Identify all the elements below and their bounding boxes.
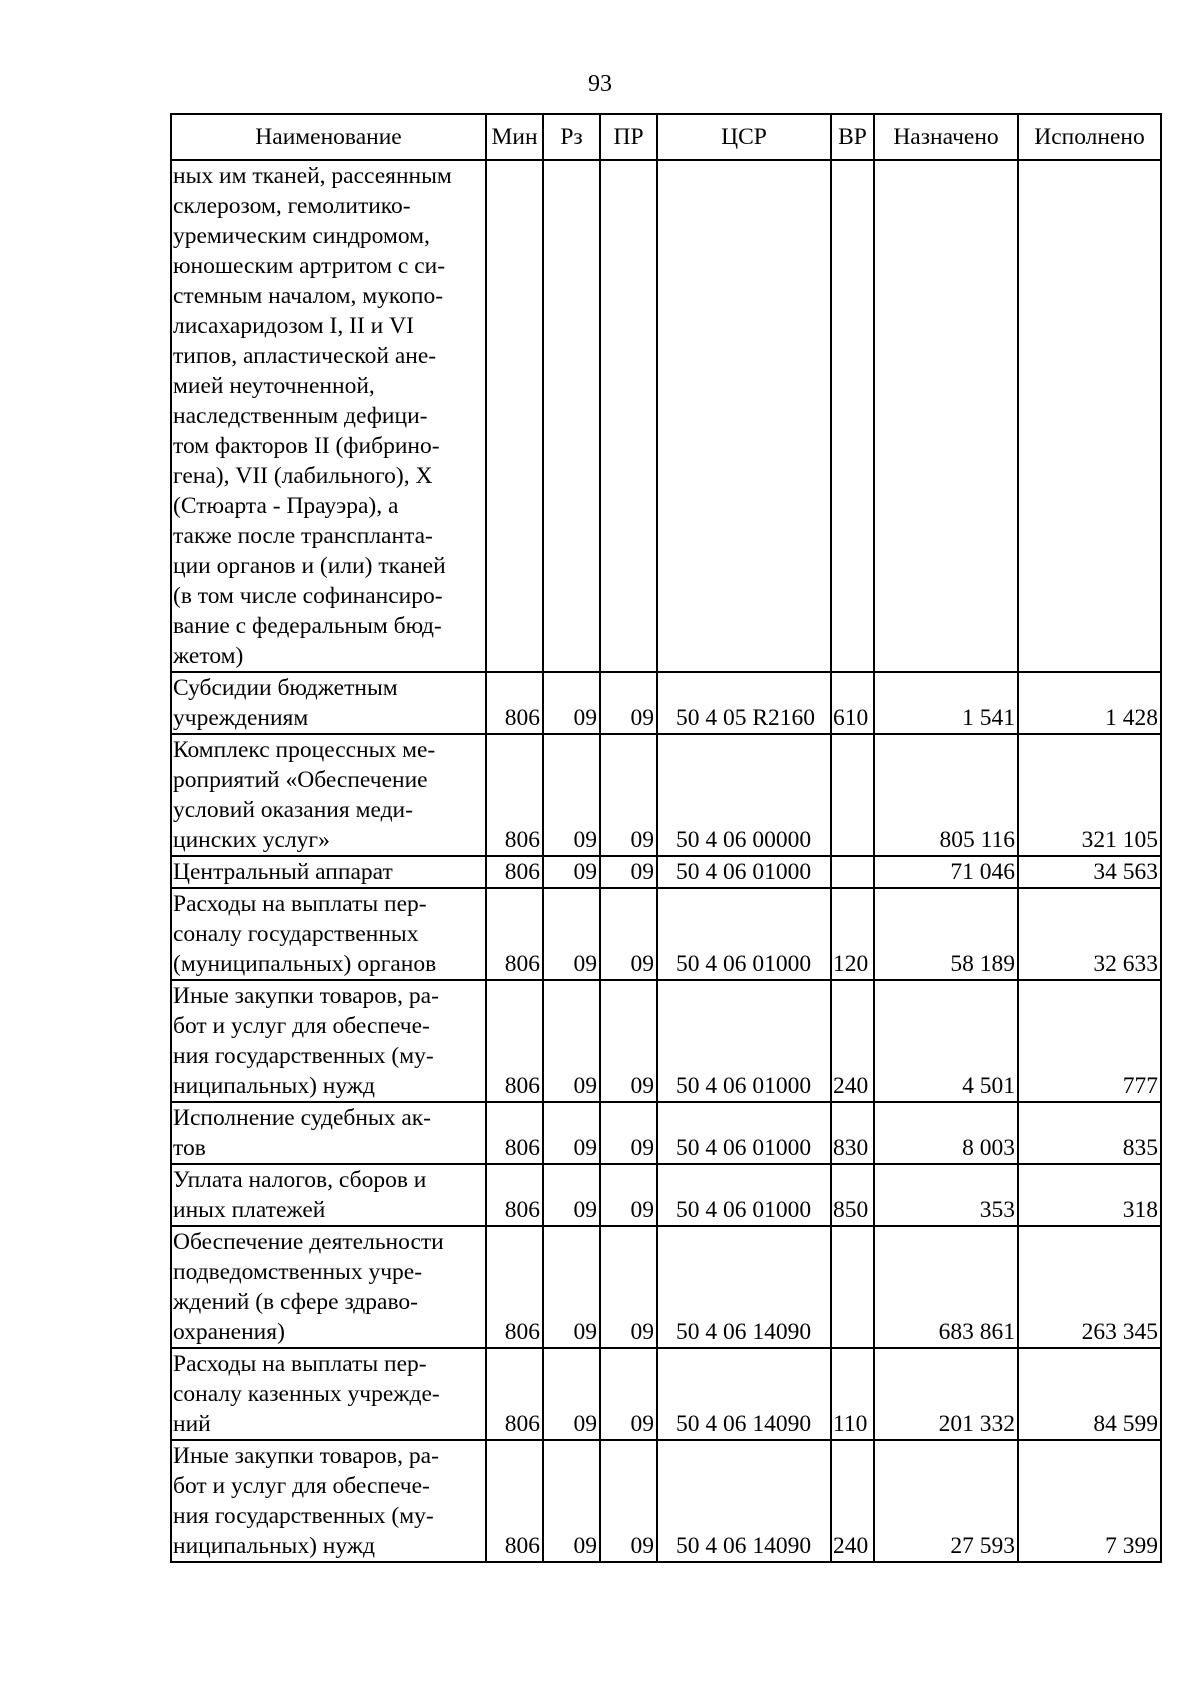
cell-executed: 835 — [1018, 1102, 1161, 1164]
cell-min: 806 — [486, 1102, 543, 1164]
name-line: бот и услуг для обеспече- — [173, 1473, 430, 1499]
name-line: (Стюарта - Прауэра), а — [173, 493, 399, 519]
name-line: тов — [173, 1135, 206, 1161]
cell-executed: 777 — [1018, 980, 1161, 1102]
cell-executed: 32 633 — [1018, 888, 1161, 980]
name-line: вание с федеральным бюд- — [173, 613, 442, 639]
cell-executed: 7 399 — [1018, 1440, 1161, 1562]
cell-csr: 50 4 06 01000 — [657, 888, 831, 980]
cell-vr: 240 — [831, 1440, 874, 1562]
name-line: ния государственных (му- — [173, 1043, 434, 1069]
cell-csr: 50 4 06 01000 — [657, 980, 831, 1102]
cell-vr — [831, 734, 874, 856]
table-header-row — [171, 114, 1161, 160]
cell-pr: 09 — [600, 1226, 657, 1348]
table-row — [171, 1164, 1161, 1226]
cell-pr: 09 — [600, 856, 657, 888]
name-line: Комплекс процессных ме- — [173, 737, 436, 763]
cell-pr — [600, 160, 657, 672]
cell-vr — [831, 1226, 874, 1348]
cell-min: 806 — [486, 1348, 543, 1440]
table-row — [171, 160, 1161, 672]
cell-rz: 09 — [543, 1102, 600, 1164]
cell-rz: 09 — [543, 672, 600, 734]
name-line: (в том числе софинансиро- — [173, 583, 443, 609]
cell-rz: 09 — [543, 856, 600, 888]
cell-vr: 120 — [831, 888, 874, 980]
cell-name — [171, 1164, 486, 1226]
column-header-min: Мин — [486, 114, 543, 160]
cell-min: 806 — [486, 1440, 543, 1562]
budget-table — [170, 113, 1162, 1563]
name-line: стемным началом, мукопо- — [173, 283, 444, 309]
column-header-csr: ЦСР — [657, 114, 831, 160]
name-line: Иные закупки товаров, ра- — [173, 1443, 439, 1469]
cell-vr: 850 — [831, 1164, 874, 1226]
cell-name — [171, 734, 486, 856]
cell-min: 806 — [486, 856, 543, 888]
table-row — [171, 734, 1161, 856]
cell-assigned: 353 — [874, 1164, 1018, 1226]
cell-assigned: 58 189 — [874, 888, 1018, 980]
table-row — [171, 672, 1161, 734]
cell-min: 806 — [486, 1164, 543, 1226]
cell-rz: 09 — [543, 734, 600, 856]
name-line: бот и услуг для обеспече- — [173, 1013, 430, 1039]
name-line: склерозом, гемолитико- — [173, 193, 411, 219]
cell-name — [171, 888, 486, 980]
cell-name — [171, 1226, 486, 1348]
cell-assigned: 683 861 — [874, 1226, 1018, 1348]
cell-pr: 09 — [600, 1102, 657, 1164]
cell-min: 806 — [486, 888, 543, 980]
name-line: лисахаридозом I, II и VI — [173, 313, 414, 339]
cell-rz: 09 — [543, 1226, 600, 1348]
cell-assigned — [874, 160, 1018, 672]
cell-rz: 09 — [543, 1348, 600, 1440]
cell-vr — [831, 160, 874, 672]
cell-pr: 09 — [600, 734, 657, 856]
cell-pr: 09 — [600, 1440, 657, 1562]
table-row — [171, 1226, 1161, 1348]
cell-name — [171, 1440, 486, 1562]
cell-executed: 1 428 — [1018, 672, 1161, 734]
name-line: ных им тканей, рассеянным — [173, 163, 452, 189]
name-line: ждений (в сфере здраво- — [173, 1289, 418, 1315]
name-line: соналу казенных учрежде- — [173, 1381, 440, 1407]
cell-min: 806 — [486, 672, 543, 734]
name-line: Уплата налогов, сборов и — [173, 1167, 427, 1193]
column-header-assigned: Назначено — [874, 114, 1018, 160]
table-row — [171, 856, 1161, 888]
name-line: охранения) — [173, 1319, 285, 1345]
cell-executed: 34 563 — [1018, 856, 1161, 888]
name-line: иных платежей — [173, 1197, 326, 1223]
name-line: ний — [173, 1411, 211, 1437]
cell-csr: 50 4 06 14090 — [657, 1440, 831, 1562]
column-header-vr: ВР — [831, 114, 874, 160]
name-line: жетом) — [173, 643, 244, 669]
cell-vr — [831, 856, 874, 888]
name-line: цинских услуг» — [173, 827, 330, 853]
cell-vr: 610 — [831, 672, 874, 734]
name-line: юношеским артритом с си- — [173, 253, 446, 279]
table-row — [171, 980, 1161, 1102]
page-number: 93 — [588, 71, 612, 97]
name-line: Исполнение судебных ак- — [173, 1105, 432, 1131]
cell-csr: 50 4 06 14090 — [657, 1348, 831, 1440]
cell-rz: 09 — [543, 980, 600, 1102]
name-line: Расходы на выплаты пер- — [173, 891, 427, 917]
name-line: Обеспечение деятельности — [173, 1229, 444, 1255]
name-line: типов, апластической ане- — [173, 343, 437, 369]
cell-min: 806 — [486, 734, 543, 856]
cell-pr: 09 — [600, 672, 657, 734]
name-line: Расходы на выплаты пер- — [173, 1351, 427, 1377]
cell-assigned: 8 003 — [874, 1102, 1018, 1164]
name-line: Субсидии бюджетным — [173, 675, 398, 701]
cell-assigned: 1 541 — [874, 672, 1018, 734]
table-row — [171, 1102, 1161, 1164]
column-header-pr: ПР — [600, 114, 657, 160]
table-body — [171, 160, 1161, 1562]
name-line: учреждениям — [173, 705, 309, 731]
name-line: также после транспланта- — [173, 523, 433, 549]
cell-rz: 09 — [543, 888, 600, 980]
name-line: гена), VII (лабильного), X — [173, 463, 433, 489]
cell-csr: 50 4 06 01000 — [657, 1102, 831, 1164]
cell-vr: 240 — [831, 980, 874, 1102]
name-line: ции органов и (или) тканей — [173, 553, 446, 579]
name-line: подведомственных учре- — [173, 1259, 423, 1285]
cell-assigned: 201 332 — [874, 1348, 1018, 1440]
cell-name — [171, 980, 486, 1102]
name-line: Центральный аппарат — [173, 859, 393, 885]
cell-csr: 50 4 06 01000 — [657, 856, 831, 888]
cell-rz: 09 — [543, 1164, 600, 1226]
cell-pr: 09 — [600, 888, 657, 980]
cell-min: 806 — [486, 1226, 543, 1348]
name-line: том факторов II (фибрино- — [173, 433, 440, 459]
cell-name — [171, 672, 486, 734]
name-line: (муниципальных) органов — [173, 951, 437, 977]
cell-executed: 321 105 — [1018, 734, 1161, 856]
column-header-rz: Рз — [543, 114, 600, 160]
cell-min: 806 — [486, 980, 543, 1102]
cell-assigned: 27 593 — [874, 1440, 1018, 1562]
cell-rz: 09 — [543, 1440, 600, 1562]
cell-name — [171, 1102, 486, 1164]
name-line: роприятий «Обеспечение — [173, 767, 428, 793]
cell-assigned: 71 046 — [874, 856, 1018, 888]
column-header-executed: Исполнено — [1018, 114, 1161, 160]
cell-csr: 50 4 06 01000 — [657, 1164, 831, 1226]
cell-assigned: 805 116 — [874, 734, 1018, 856]
cell-vr: 830 — [831, 1102, 874, 1164]
name-line: мией неуточненной, — [173, 373, 375, 399]
cell-executed: 263 345 — [1018, 1226, 1161, 1348]
cell-executed: 318 — [1018, 1164, 1161, 1226]
table-row — [171, 1440, 1161, 1562]
cell-pr: 09 — [600, 1348, 657, 1440]
cell-rz — [543, 160, 600, 672]
name-line: Иные закупки товаров, ра- — [173, 983, 439, 1009]
cell-assigned: 4 501 — [874, 980, 1018, 1102]
cell-vr: 110 — [831, 1348, 874, 1440]
cell-executed — [1018, 160, 1161, 672]
name-line: ниципальных) нужд — [173, 1533, 375, 1559]
column-header-name: Наименование — [171, 114, 486, 160]
table-row — [171, 1348, 1161, 1440]
table-row — [171, 888, 1161, 980]
cell-csr: 50 4 05 R2160 — [657, 672, 831, 734]
name-line: ниципальных) нужд — [173, 1073, 375, 1099]
name-line: соналу государственных — [173, 921, 419, 947]
name-line: уремическим синдромом, — [173, 223, 430, 249]
name-line: условий оказания меди- — [173, 797, 413, 823]
cell-csr — [657, 160, 831, 672]
cell-csr: 50 4 06 14090 — [657, 1226, 831, 1348]
name-line: ния государственных (му- — [173, 1503, 434, 1529]
cell-executed: 84 599 — [1018, 1348, 1161, 1440]
cell-name — [171, 856, 486, 888]
cell-pr: 09 — [600, 1164, 657, 1226]
cell-pr: 09 — [600, 980, 657, 1102]
cell-name — [171, 1348, 486, 1440]
cell-name — [171, 160, 486, 672]
name-line: наследственным дефици- — [173, 403, 428, 429]
cell-csr: 50 4 06 00000 — [657, 734, 831, 856]
cell-min — [486, 160, 543, 672]
